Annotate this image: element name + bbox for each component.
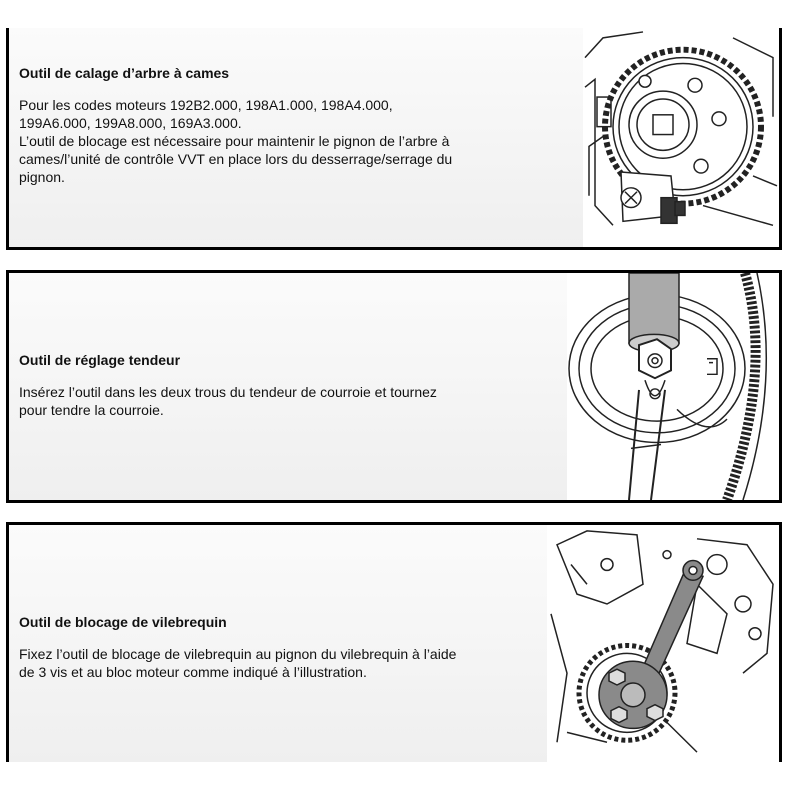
- tool-description: Fixez l’outil de blocage de vilebrequin au pignon du vilebrequin à l’aide de 3 vis et au bloc moteur comme indiqué à l’illustration.: [19, 646, 457, 680]
- tool-card-tensioner: [6, 270, 782, 503]
- tool-title: Outil de blocage de vilebrequin: [19, 614, 227, 630]
- tool-card-text: [19, 351, 559, 419]
- tensioner-drawing: [567, 273, 779, 500]
- tool-card-crankshaft: [6, 522, 782, 762]
- tool-title: Outil de calage d’arbre à cames: [19, 65, 230, 81]
- tool-card-text: [19, 64, 559, 186]
- tensioner-tool-illustration: [567, 273, 779, 500]
- camshaft-sprocket-drawing: [583, 28, 779, 247]
- tool-description: Insérez l’outil dans les deux trous du tendeur de courroie et tournez pour tendre la courroie.: [19, 384, 437, 418]
- tool-description: Pour les codes moteurs 192B2.000, 198A1.000, 198A4.000, 199A6.000, 199A8.000, 169A3.000. L’outil de blocage est nécessaire pour maintenir le pignon de l’arbre à cames/l’unité de contrôle VVT en place lors du desserrage/serrage du pignon.: [19, 97, 453, 185]
- tool-card-text: [19, 613, 559, 681]
- tool-card-camshaft: [6, 28, 782, 250]
- crankshaft-drawing: [547, 525, 779, 762]
- crankshaft-tool-illustration: [547, 525, 779, 762]
- camshaft-tool-illustration: [583, 28, 779, 247]
- tool-title: Outil de réglage tendeur: [19, 352, 181, 368]
